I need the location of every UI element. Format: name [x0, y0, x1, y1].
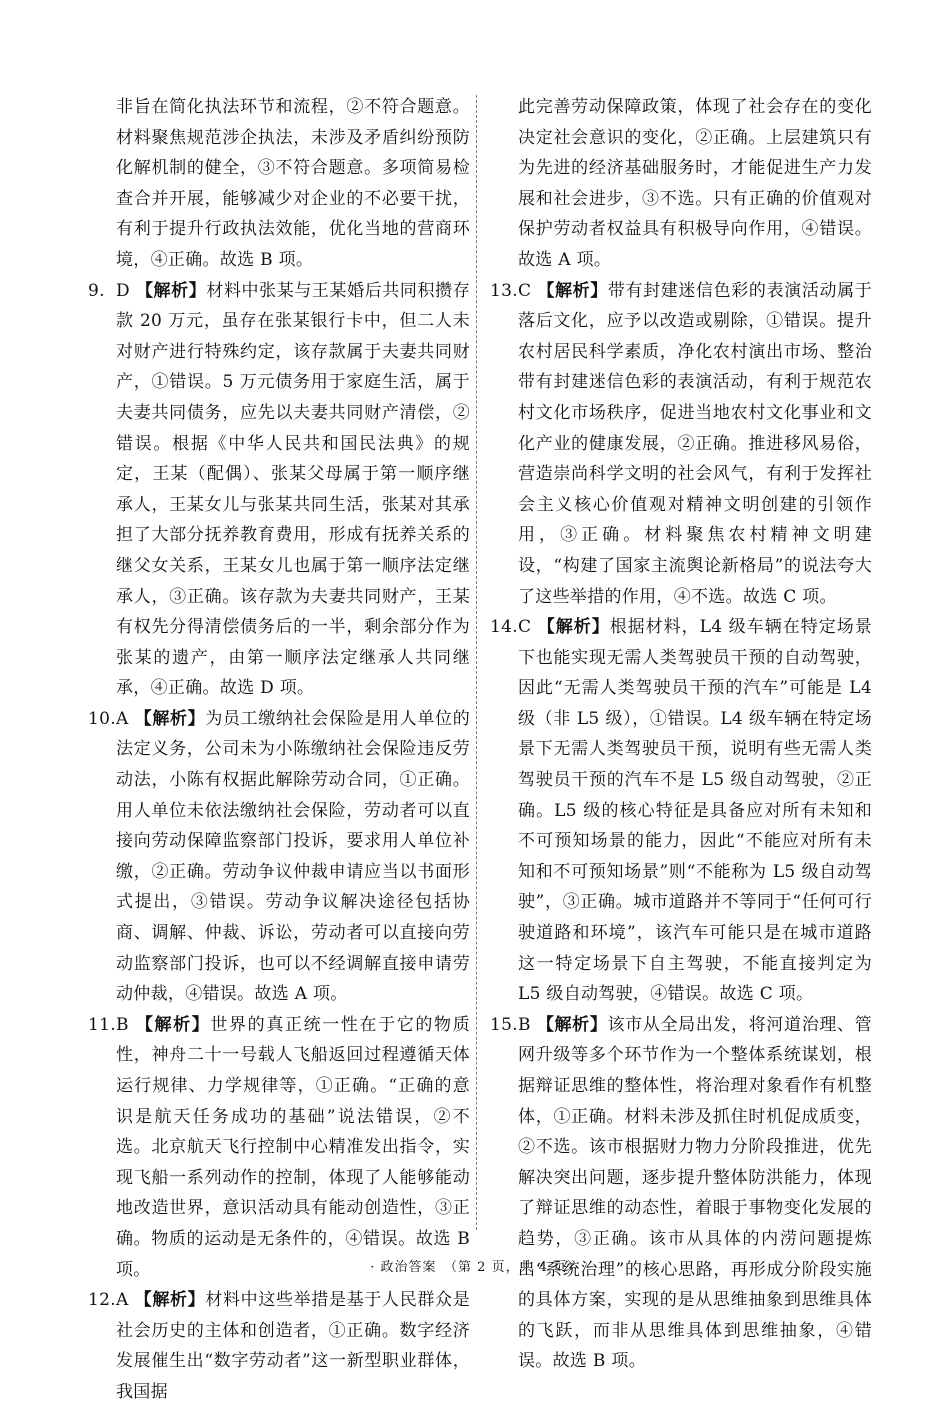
item-text: 材料中这些举措是基于人民群众是社会历史的主体和创造者，①正确。数字经济发展催生出“数字劳动者”这一新型职业群体，我国据	[116, 1290, 471, 1402]
analysis-tag: 【解析】	[536, 1014, 608, 1035]
item-answer: C	[518, 617, 532, 638]
answer-item-13	[490, 276, 872, 613]
item-text: 该市从全局出发，将河道治理、管网升级等多个环节作为一个整体系统谋划，根据辩证思维的整体性，将治理对象看作有机整体，①正确。材料未涉及抓住时机促成质变，②不选。该市根据财力物力分阶段推进，优先解决突出问题，逐步提升整体防洪能力，体现了辩证思维的动态性，着眼于事物变化发展的趋势，③正确。该市从具体的内涝问题提炼出“系统治理”的核心思路，再形成分阶段实施的具体方案，实现的是从思维抽象到思维具体的飞跃，而非从思维具体到思维抽象，④错误。故选 B 项。	[518, 1014, 872, 1372]
item-text: 根据材料，L4 级车辆在特定场景下也能实现无需人类驾驶员干预的自动驾驶，因此“无需人类驾驶员干预的汽车”可能是 L4 级（非 L5 级），①错误。L4 级车辆在特定场景下无需人类驾驶员干预，说明有些无需人类驾驶员干预的汽车不是 L5 级自动驾驶，②正确。L5 级的核心特征是具备应对所有未知和不可预知场景的能力，因此“不能应对所有未知和不可预知场景”则“不能称为 L5 级自动驾驶”，③正确。城市道路并不等同于“任何可行驶道路和环境”，该汽车可能只是在城市道路这一特定场景下自主驾驶，不能直接判定为 L5 级自动驾驶，④错误。故选 C 项。	[518, 617, 872, 1005]
analysis-tag: 【解析】	[135, 280, 207, 301]
item-number: 12.	[88, 1290, 116, 1311]
continuation-text: 此完善劳动保障政策，体现了社会存在的变化决定社会意识的变化，②正确。上层建筑只有为先进的经济基础服务时，才能促进生产力发展和社会进步，③不选。只有正确的价值观对保护劳动者权益具有积极导向作用，④错误。故选 A 项。	[518, 97, 872, 270]
item-number: 9.	[88, 280, 105, 301]
column-divider	[476, 95, 477, 1230]
answer-item-12	[88, 1285, 470, 1407]
answer-item-11	[88, 1010, 470, 1285]
item-number: 11.	[88, 1014, 116, 1035]
item-text: 带有封建迷信色彩的表演活动属于落后文化，应予以改造或剔除，①错误。提升农村居民科学素质，净化农村演出市场、整治带有封建迷信色彩的表演活动，有利于规范农村文化市场秩序，促进当地农村文化事业和文化产业的健康发展，②正确。推进移风易俗，营造崇尚科学文明的社会风气，有利于发挥社会主义核心价值观对精神文明创建的引领作用，③正确。材料聚焦农村精神文明建设，“构建了国家主流舆论新格局”的说法夸大了这些举措的作用，④不选。故选 C 项。	[518, 280, 873, 607]
item-answer: B	[518, 1014, 531, 1035]
item-number: 15.	[490, 1014, 518, 1035]
item-text: 为员工缴纳社会保险是用人单位的法定义务，公司未为小陈缴纳社会保险违反劳动法，小陈有权据此解除劳动合同，①正确。用人单位未依法缴纳社会保险，劳动者可以直接向劳动保障监察部门投诉，要求用人单位补缴，②正确。劳动争议仲裁申请应当以书面形式提出，③错误。劳动争议解决途径包括协商、调解、仲裁、诉讼，劳动者可以直接向劳动监察部门投诉，也可以不经调解直接申请劳动仲裁，④错误。故选 A 项。	[116, 708, 471, 1005]
item-text: 世界的真正统一性在于它的物质性，神舟二十一号载人飞船返回过程遵循天体运行规律、力学规律等，①正确。“正确的意识是航天任务成功的基础”说法错误，②不选。北京航天飞行控制中心精准发出指令，实现飞船一系列动作的控制，体现了人能够能动地改造世界，意识活动具有能动创造性，③正确。物质的运动是无条件的，④错误。故选 B 项。	[116, 1014, 470, 1280]
page-footer: · 政治答案 （第 2 页，共 4 页）·	[370, 1260, 580, 1275]
answer-item-15	[490, 1010, 872, 1377]
item-number: 13.	[490, 280, 518, 301]
analysis-tag: 【解析】	[537, 617, 610, 638]
analysis-tag: 【解析】	[134, 708, 206, 729]
item-answer: A	[116, 1290, 129, 1311]
continuation-text: 非旨在简化执法环节和流程，②不符合题意。材料聚焦规范涉企执法，未涉及矛盾纠纷预防化解机制的健全，③不符合题意。多项简易检查合并开展，能够减少对企业的不必要干扰，有利于提升行政执法效能，优化当地的营商环境，④正确。故选 B 项。	[116, 97, 470, 270]
analysis-tag: 【解析】	[537, 280, 608, 301]
item-answer: B	[116, 1014, 129, 1035]
item-number: 14.	[490, 617, 518, 638]
item-text: 材料中张某与王某婚后共同积攒存款 20 万元，虽存在张某银行卡中，但二人未对财产进行特殊约定，该存款属于夫妻共同财产，①错误。5 万元债务用于家庭生活，属于夫妻共同债务，应先以夫妻共同财产清偿，②错误。根据《中华人民共和国民法典》的规定，王某（配偶）、张某父母属于第一顺序继承人，王某女儿与张某共同生活，张某对其承担了大部分抚养教育费用，形成有抚养关系的继父女关系，王某女儿也属于第一顺序法定继承人，③正确。该存款为夫妻共同财产，王某有权先分得清偿债务后的一半，剩余部分作为张某的遗产，由第一顺序法定继承人共同继承，④正确。故选 D 项。	[116, 280, 470, 699]
item-answer: C	[518, 280, 532, 301]
right-column	[490, 92, 872, 1377]
item-number: 10.	[88, 708, 116, 729]
answer-item-10	[88, 704, 470, 1010]
left-column	[88, 92, 470, 1408]
answer-item-9	[88, 276, 470, 704]
analysis-tag: 【解析】	[135, 1014, 211, 1035]
item-answer: D	[116, 280, 130, 301]
analysis-tag: 【解析】	[134, 1290, 206, 1311]
answer-item-14	[490, 612, 872, 1010]
item-answer: A	[116, 708, 129, 729]
